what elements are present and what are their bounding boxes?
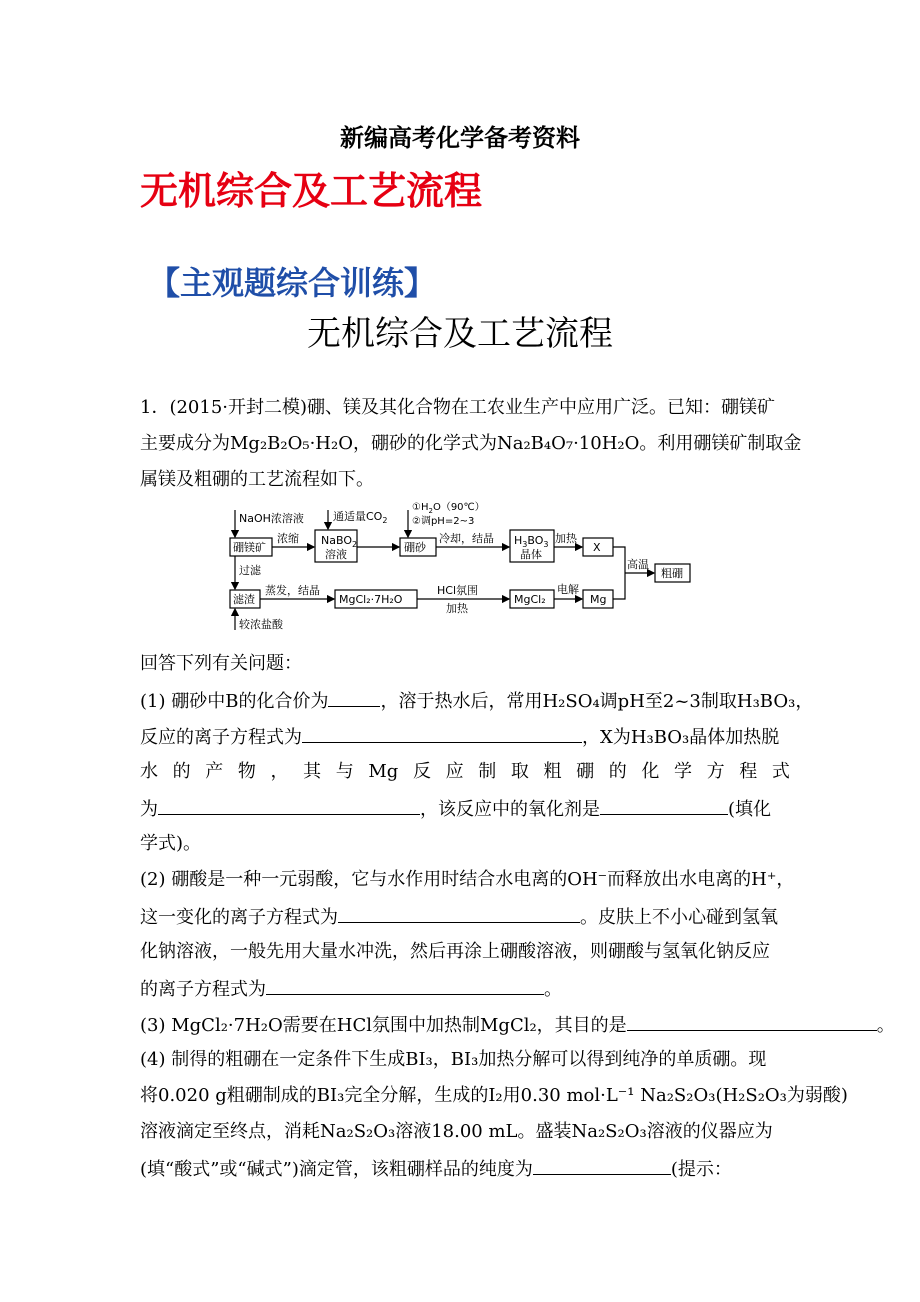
q4-line-3: 溶液滴定至终点，消耗Na₂S₂O₃溶液18.00 mL。盛装Na₂S₂O₃溶液的仪器应为: [140, 1121, 773, 1142]
q1-line-3: 水 的 产 物 ， 其 与 Mg 反 应 制 取 粗 硼 的 化 学 方 程 式: [140, 761, 790, 782]
label-electrolysis: 电解: [557, 583, 579, 596]
label-mgcl2: MgCl₂: [514, 593, 546, 606]
label-concentrate: 浓缩: [277, 532, 299, 545]
q2-line-1: (2) 硼酸是一种一元弱酸，它与水作用时结合水电离的OH⁻而释放出水电离的H⁺，: [140, 869, 795, 890]
label-heat: 加热: [555, 532, 577, 545]
answer-blank[interactable]: [338, 904, 580, 923]
label-co2: 通适量$CO_2$: [333, 510, 388, 525]
answer-blank[interactable]: [158, 796, 420, 815]
section-title: 无机综合及工艺流程: [307, 314, 613, 354]
header-title: 新编高考化学备考资料: [340, 123, 580, 152]
answer-blank[interactable]: [600, 796, 728, 815]
q1-line-2: 反应的离子方程式为 ，X为H₃BO₃晶体加热脱: [140, 724, 790, 750]
answer-prompt: 回答下列有关问题：: [140, 653, 302, 674]
label-acid: 较浓盐酸: [239, 618, 283, 631]
q2-line-2: 这一变化的离子方程式为 。皮肤上不小心碰到氢氧: [140, 904, 790, 930]
q4-line-4: (填“酸式”或“碱式”)滴定管，该粗硼样品的纯度为 (提示：: [140, 1156, 790, 1182]
label-mgcl2-hydrate: MgCl₂·7H₂O: [339, 593, 403, 606]
q4-line-1: (4) 制得的粗硼在一定条件下生成BI₃，BI₃加热分解可以得到纯净的单质硼。现: [140, 1049, 767, 1070]
label-hcl: HCl氛围: [437, 584, 479, 597]
answer-blank[interactable]: [266, 976, 544, 995]
label-crude-boron: 粗硼: [661, 567, 683, 580]
label-evap: 蒸发，结晶: [265, 584, 320, 597]
label-cond-2: ②调pH=2~3: [412, 516, 475, 527]
label-x: X: [593, 541, 601, 554]
label-residue: 滤渣: [233, 593, 255, 606]
label-naoh: NaOH浓溶液: [239, 512, 304, 525]
label-h3bo3: $H_3BO_3$: [514, 534, 549, 549]
red-title: 无机综合及工艺流程: [140, 169, 483, 213]
q2-line-4: 的离子方程式为 。: [140, 976, 790, 1002]
label-hcl-heat: 加热: [446, 602, 468, 615]
intro-line-1: 1．(2015·开封二模)硼、镁及其化合物在工农业生产中应用广泛。已知：硼镁矿: [140, 397, 776, 418]
answer-blank[interactable]: [533, 1156, 671, 1175]
label-cool: 冷却，结晶: [439, 532, 494, 545]
q2-line-3: 化钠溶液，一般先用大量水冲洗，然后再涂上硼酸溶液，则硼酸与氢氧化钠反应: [140, 941, 770, 962]
q1-line-5: 学式)。: [140, 833, 202, 854]
label-borax: 硼砂: [404, 541, 426, 554]
label-filter: 过滤: [239, 564, 261, 577]
label-cond-1: $①H_2O(90℃)$: [412, 502, 485, 515]
answer-blank[interactable]: [627, 1012, 877, 1031]
answer-blank[interactable]: [328, 688, 380, 707]
intro-line-3: 属镁及粗硼的工艺流程如下。: [140, 469, 374, 490]
process-flow-diagram: [225, 500, 695, 640]
training-title: 【主观题综合训练】: [148, 264, 437, 302]
label-crystal: 晶体: [520, 548, 542, 561]
label-nabo2: NaBO$_2$: [321, 534, 358, 549]
label-ore: 硼镁矿: [233, 541, 266, 554]
q1-line-1: (1) 硼砂中B的化合价为 ，溶于热水后，常用H₂SO₄调pH至2~3制取H₃BO₃，: [140, 688, 790, 714]
answer-blank[interactable]: [302, 724, 582, 743]
q3-line: (3) MgCl₂·7H₂O需要在HCl氛围中加热制MgCl₂，其目的是 。: [140, 1012, 790, 1038]
q4-line-2: 将0.020 g粗硼制成的BI₃完全分解，生成的I₂用0.30 mol·L⁻¹ Na₂S₂O₃(H₂S₂O₃为弱酸): [140, 1085, 848, 1106]
label-mg: Mg: [590, 593, 607, 606]
label-high-temp: 高温: [627, 558, 649, 571]
intro-line-2: 主要成分为Mg₂B₂O₅·H₂O，硼砂的化学式为Na₂B₄O₇·10H₂O。利用硼镁矿制取金: [140, 433, 802, 454]
label-nabo2-solution: 溶液: [325, 548, 347, 561]
q1-line-4: 为 ，该反应中的氧化剂是 (填化: [140, 796, 790, 822]
